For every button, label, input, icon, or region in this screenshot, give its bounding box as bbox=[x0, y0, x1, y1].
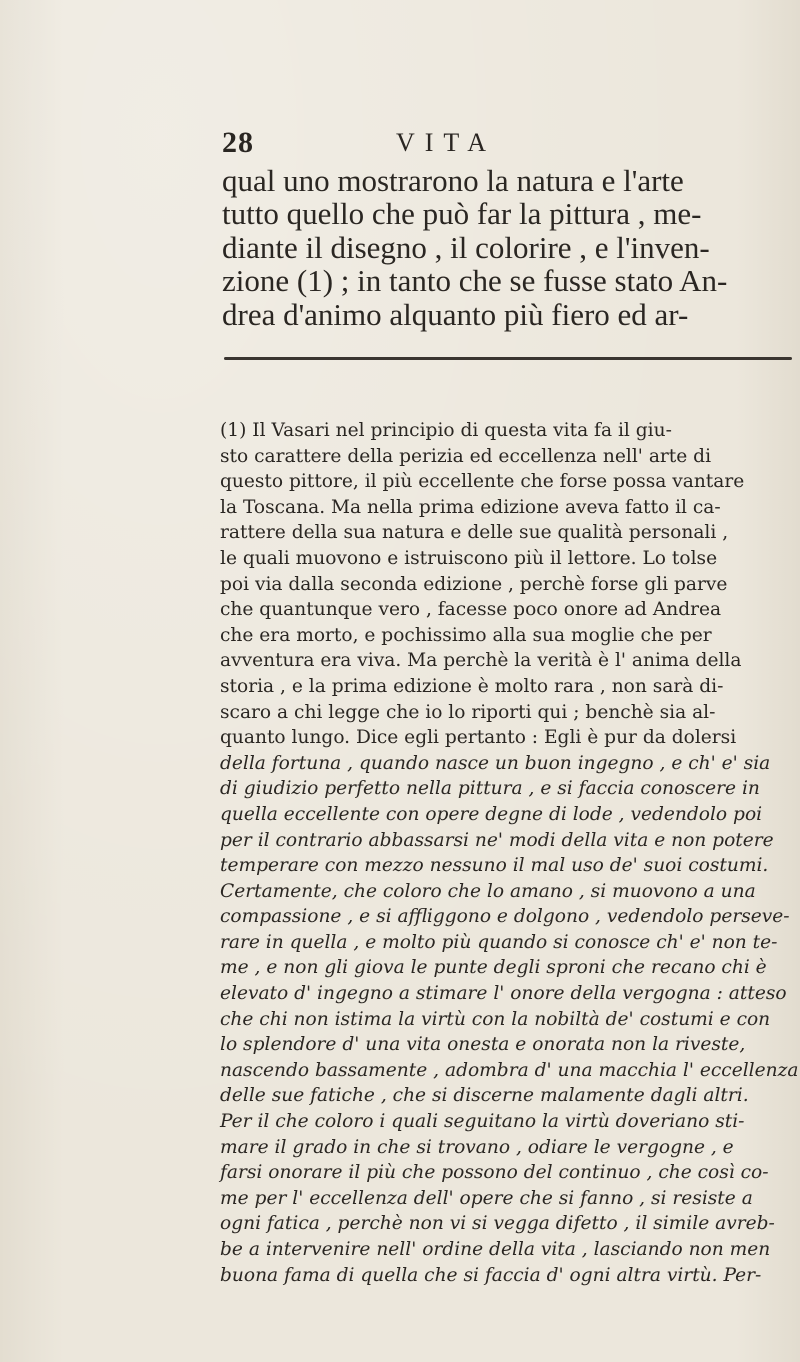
footnote-line: poi via dalla seconda edizione , perchè forse gli parve bbox=[220, 573, 728, 595]
footnote-line: nascendo bassamente , adombra d' una macchia l' eccellenza bbox=[220, 1059, 799, 1081]
main-text-line: tutto quello che può far la pittura , me- bbox=[222, 196, 702, 232]
footnote-line: avventura era viva. Ma perchè la verità è l' anima della bbox=[220, 650, 742, 672]
footnote-line: Per il che coloro i quali seguitano la virtù doveriano sti- bbox=[220, 1111, 745, 1133]
footnote-line: buona fama di quella che si faccia d' ogni altra virtù. Per- bbox=[220, 1264, 762, 1286]
footnote-line: quanto lungo. Dice egli pertanto : Egli è pur da dolersi bbox=[220, 727, 737, 749]
footnote-line: (1) Il Vasari nel principio di questa vita fa il giu- bbox=[220, 420, 672, 441]
page-header bbox=[222, 126, 742, 162]
page-number: 28 bbox=[222, 126, 254, 159]
footnote-line: della fortuna , quando nasce un buon ingegno , e ch' e' sia bbox=[220, 752, 771, 774]
footnote-line: le quali muovono e istruiscono più il lettore. Lo tolse bbox=[220, 547, 718, 569]
main-text-line: drea d'animo alquanto più fiero ed ar- bbox=[222, 296, 689, 332]
footnote-line: me , e non gli giova le punte degli sproni che recano chi è bbox=[220, 957, 767, 979]
footnote-separator-rule bbox=[224, 357, 792, 360]
footnote-line: che quantunque vero , facesse poco onore ad Andrea bbox=[220, 599, 722, 621]
running-title: VITA bbox=[396, 128, 497, 157]
footnote-line: elevato d' ingegno a stimare l' onore della vergogna : atteso bbox=[220, 983, 787, 1005]
footnote-line: compassione , e si affliggono e dolgono , vedendolo perseve- bbox=[220, 906, 790, 928]
footnote bbox=[220, 418, 800, 1288]
main-text-line: qual uno mostrarono la natura e l'arte bbox=[222, 163, 684, 198]
footnote-line: quella eccellente con opere degne di lode , vedendolo poi bbox=[220, 803, 763, 825]
footnote-line: storia , e la prima edizione è molto rara , non sarà di- bbox=[220, 675, 724, 697]
main-text-line: diante il disegno , il colorire , e l'inven- bbox=[222, 229, 710, 265]
footnote-line: be a intervenire nell' ordine della vita , lasciando non men bbox=[220, 1239, 771, 1260]
footnote-line: sto carattere della perizia ed eccellenza nell' arte di bbox=[220, 445, 712, 467]
footnote-line: per il contrario abbassarsi ne' modi della vita e non potere bbox=[220, 829, 774, 851]
footnote-line: mare il grado in che si trovano , odiare le vergogne , e bbox=[220, 1136, 734, 1158]
footnote-line: delle sue fatiche , che si discerne malamente dagli altri. bbox=[220, 1085, 749, 1107]
footnote-line: farsi onorare il più che possono del continuo , che così co- bbox=[220, 1162, 769, 1184]
main-text-line: zione (1) ; in tanto che se fusse stato An- bbox=[222, 263, 728, 299]
main-text bbox=[222, 164, 800, 331]
footnote-line: temperare con mezzo nessuno il mal uso de' suoi costumi. bbox=[220, 855, 769, 877]
footnote-line: scaro a chi legge che io lo riporti qui ; benchè sia al- bbox=[220, 701, 716, 723]
footnote-line: Certamente, che coloro che lo amano , si muovono a una bbox=[220, 880, 756, 902]
footnote-line: lo splendore d' una vita onesta e onorata non la riveste, bbox=[220, 1034, 746, 1056]
footnote-line: rare in quella , e molto più quando si conosce ch' e' non te- bbox=[220, 931, 778, 953]
footnote-line: di giudizio perfetto nella pittura , e si faccia conoscere in bbox=[220, 778, 760, 800]
footnote-line: la Toscana. Ma nella prima edizione aveva fatto il ca- bbox=[220, 496, 721, 518]
footnote-line: che chi non istima la virtù con la nobiltà de' costumi e con bbox=[220, 1008, 771, 1030]
footnote-line: me per l' eccellenza dell' opere che si fanno , si resiste a bbox=[220, 1187, 753, 1209]
footnote-line: rattere della sua natura e delle sue qualità personali , bbox=[220, 522, 729, 544]
footnote-line: ogni fatica , perchè non vi si vegga difetto , il simile avreb- bbox=[220, 1213, 775, 1235]
footnote-line: che era morto, e pochissimo alla sua moglie che per bbox=[220, 624, 712, 646]
footnote-line: questo pittore, il più eccellente che forse possa vantare bbox=[220, 471, 745, 493]
